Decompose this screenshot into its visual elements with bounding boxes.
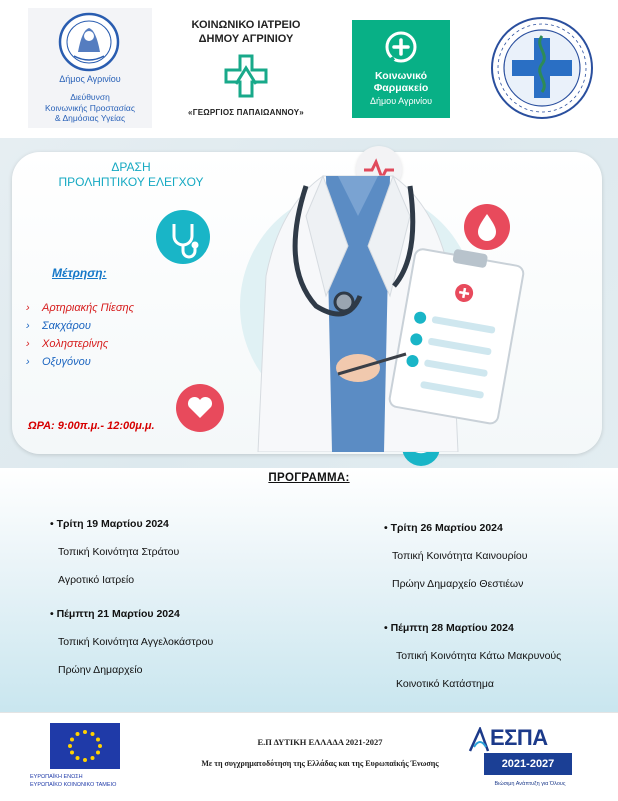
cofunding-statement: Με τη συγχρηματοδότηση της Ελλάδας και της Ευρωπαϊκής Ένωσης	[201, 759, 439, 768]
chevron-right-icon: ›	[26, 302, 30, 314]
measurement-label: Χοληστερίνης	[42, 338, 109, 350]
measurement-item	[26, 338, 134, 356]
municipality-name: Δήμος Αγρινίου	[59, 74, 121, 84]
social-pharmacy-logo	[352, 20, 450, 118]
pharmacy-name: Κοινωνικό Φαρμακείο	[373, 70, 429, 94]
entry-date: • Πέμπτη 21 Μαρτίου 2024	[50, 608, 180, 620]
medical-association-seal-icon	[490, 16, 594, 120]
program-section	[0, 468, 618, 712]
espa-years: 2021-2027	[484, 753, 572, 775]
program-entry-1	[50, 518, 179, 588]
espa-title: ΕΣΠΑ	[490, 725, 548, 750]
entry-venue: Πρώην Δημαρχείο Θεστιέων	[392, 578, 524, 590]
bullet-icon: •	[50, 608, 57, 620]
entry-venue: Πρώην Δημαρχείο	[58, 664, 143, 676]
campaign-banner	[0, 138, 618, 468]
measurement-item	[26, 320, 134, 338]
bullet-icon: •	[384, 522, 391, 534]
program-entry-4	[384, 622, 561, 692]
entry-community: Τοπική Κοινότητα Κάτω Μακρυνούς	[396, 650, 562, 662]
measurement-label: Οξυγόνου	[42, 356, 91, 368]
header-logos	[0, 0, 618, 135]
municipality-seal-icon	[58, 12, 120, 72]
entry-date: • Τρίτη 19 Μαρτίου 2024	[50, 518, 169, 530]
chevron-right-icon: ›	[26, 356, 30, 368]
pharmacy-plus-icon	[384, 30, 418, 64]
measurement-list	[26, 302, 134, 374]
banner-title: ΔΡΑΣΗ ΠΡΟΛΗΠΤΙΚΟΥ ΕΛΕΓΧΟΥ	[58, 160, 204, 189]
espa-logo-icon	[468, 727, 490, 753]
measurement-label: Αρτηριακής Πίεσης	[42, 302, 134, 314]
entry-community: Τοπική Κοινότητα Αγγελοκάστρου	[58, 636, 214, 648]
measurement-item	[26, 302, 134, 320]
entry-date: • Τρίτη 26 Μαρτίου 2024	[384, 522, 503, 534]
social-clinic-subtitle: «ΓΕΩΡΓΙΟΣ ΠΑΠΑΙΩΑΝΝΟΥ»	[188, 108, 304, 117]
measurement-label: Σακχάρου	[42, 320, 91, 332]
pharmacy-municipality: Δήμου Αγρινίου	[369, 96, 433, 106]
operational-program: Ε.Π ΔΥΤΙΚΗ ΕΛΛΑΔΑ 2021-2027	[257, 737, 383, 747]
event-time: ΩΡΑ: 9:00π.μ.- 12:00μ.μ.	[28, 420, 155, 432]
program-entry-3	[384, 522, 528, 592]
esf-label: ΕΥΡΩΠΑΪΚΟ ΚΟΙΝΩΝΙΚΟ ΤΑΜΕΙΟ	[30, 782, 117, 788]
program-entry-2	[50, 608, 213, 678]
social-clinic-logo	[172, 8, 320, 128]
program-title: ΠΡΟΓΡΑΜΜΑ:	[268, 472, 350, 484]
entry-community: Τοπική Κοινότητα Στράτου	[58, 546, 180, 558]
municipality-department: Διεύθυνση Κοινωνικής Προστασίας & Δημόσιας Υγείας	[45, 92, 135, 123]
entry-date: • Πέμπτη 28 Μαρτίου 2024	[384, 622, 514, 634]
measurement-item	[26, 356, 134, 374]
eu-label: ΕΥΡΩΠΑΪΚΗ ΕΝΩΣΗ	[30, 774, 83, 780]
entry-venue: Κοινοτικό Κατάστημα	[396, 678, 494, 690]
bullet-icon: •	[50, 518, 57, 530]
bullet-icon: •	[384, 622, 391, 634]
footer-funding	[0, 712, 618, 801]
entry-community: Τοπική Κοινότητα Καινουρίου	[392, 550, 528, 562]
espa-tagline: Βιώσιμη Ανάπτυξη για Όλους	[494, 781, 566, 787]
chevron-right-icon: ›	[26, 338, 30, 350]
entry-venue: Αγροτικό Ιατρείο	[58, 574, 135, 586]
measurement-heading: Μέτρηση:	[52, 266, 107, 280]
municipality-logo	[28, 8, 152, 128]
chevron-right-icon: ›	[26, 320, 30, 332]
medical-cross-icon	[224, 54, 268, 98]
social-clinic-title: ΚΟΙΝΩΝΙΚΟ ΙΑΤΡΕΙΟ ΔΗΜΟΥ ΑΓΡΙΝΙΟΥ	[191, 19, 301, 45]
doctor-illustration	[188, 146, 528, 452]
eu-flag-icon	[50, 723, 120, 769]
